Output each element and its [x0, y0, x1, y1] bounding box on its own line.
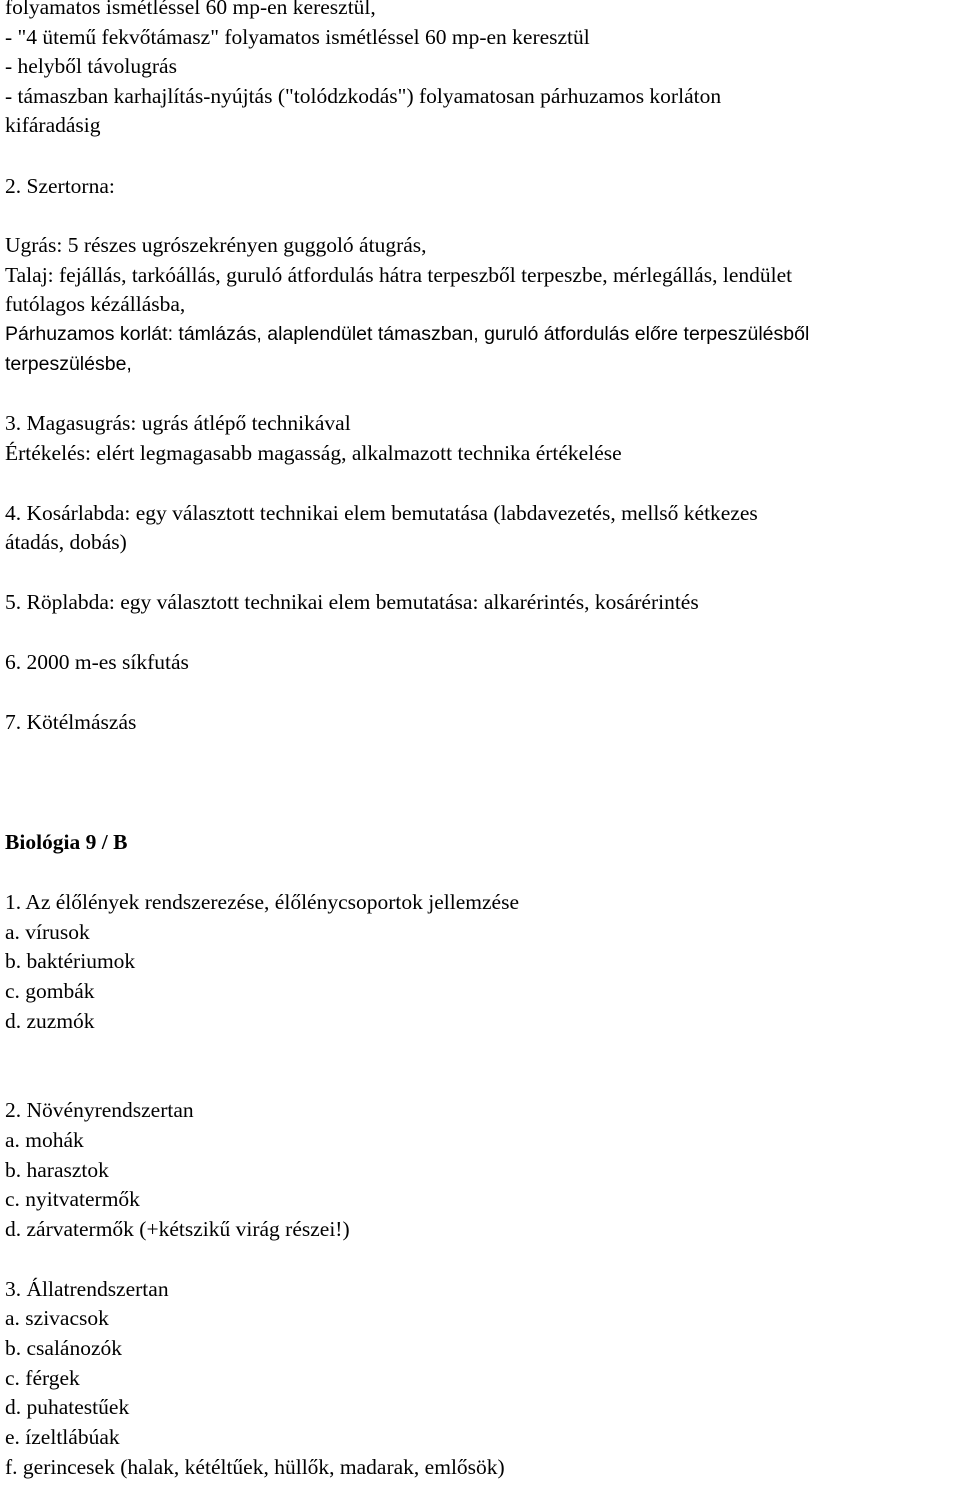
biology-topic1-heading: 1. Az élőlények rendszerezése, élőlénycsoportok jellemzése	[5, 890, 519, 914]
gymnastics-line-5: terpeszülésbe,	[5, 353, 132, 375]
biology-topic1-item: a. vírusok	[5, 920, 90, 944]
high-jump-title: 3. Magasugrás: ugrás átlépő technikával	[5, 411, 351, 435]
biology-topic3-item: a. szivacsok	[5, 1306, 109, 1330]
pe-intro-line-1: folyamatos ismétléssel 60 mp-en keresztül,	[5, 0, 376, 19]
gymnastics-line-4: Párhuzamos korlát: támlázás, alaplendület támaszban, guruló átfordulás előre terpeszülésből	[5, 323, 810, 345]
high-jump-evaluation: Értékelés: elért legmagasabb magasság, alkalmazott technika értékelése	[5, 441, 622, 465]
pe-intro-line-4: - támaszban karhajlítás-nyújtás ("tolódzkodás") folyamatosan párhuzamos korláton	[5, 84, 722, 108]
biology-topic1-item: b. baktériumok	[5, 949, 136, 973]
biology-topic1-item: c. gombák	[5, 979, 95, 1003]
pe-intro-line-2: - "4 ütemű fekvőtámasz" folyamatos ismétléssel 60 mp-en keresztül	[5, 25, 590, 49]
biology-topic3-item: b. csalánozók	[5, 1336, 123, 1360]
basketball-line-1: 4. Kosárlabda: egy választott technikai elem bemutatása (labdavezetés, mellső kétkezes	[5, 501, 758, 525]
biology-topic3-item: f. gerincesek (halak, kétéltűek, hüllők, madarak, emlősök)	[5, 1455, 505, 1479]
biology-topic3-item: d. puhatestűek	[5, 1395, 130, 1419]
biology-topic2-heading: 2. Növényrendszertan	[5, 1098, 194, 1122]
biology-topic2-item: c. nyitvatermők	[5, 1187, 140, 1211]
basketball-line-2: átadás, dobás)	[5, 530, 127, 554]
biology-topic2-item: d. zárvatermők (+kétszikű virág részei!)	[5, 1217, 350, 1241]
biology-topic3-heading: 3. Állatrendszertan	[5, 1277, 169, 1301]
gymnastics-line-2: Talaj: fejállás, tarkóállás, guruló átfordulás hátra terpeszből terpeszbe, mérlegállás, lendület	[5, 263, 793, 287]
biology-topic3-item: c. férgek	[5, 1366, 80, 1390]
biology-topic2-item: b. harasztok	[5, 1158, 109, 1182]
biology-topic2-item: a. mohák	[5, 1128, 84, 1152]
gymnastics-line-3: futólagos kézállásba,	[5, 292, 186, 316]
volleyball-line: 5. Röplabda: egy választott technikai elem bemutatása: alkarérintés, kosárérintés	[5, 590, 699, 614]
biology-topic3-item: e. ízeltlábúak	[5, 1425, 120, 1449]
gymnastics-heading: 2. Szertorna:	[5, 174, 115, 198]
gymnastics-line-1: Ugrás: 5 részes ugrószekrényen guggoló átugrás,	[5, 233, 427, 257]
pe-intro-line-3: - helyből távolugrás	[5, 54, 177, 78]
running-line: 6. 2000 m-es síkfutás	[5, 650, 189, 674]
biology-title: Biológia 9 / B	[5, 830, 128, 854]
pe-intro-line-5: kifáradásig	[5, 113, 101, 137]
biology-topic1-item: d. zuzmók	[5, 1009, 95, 1033]
rope-climbing-line: 7. Kötélmászás	[5, 710, 137, 734]
